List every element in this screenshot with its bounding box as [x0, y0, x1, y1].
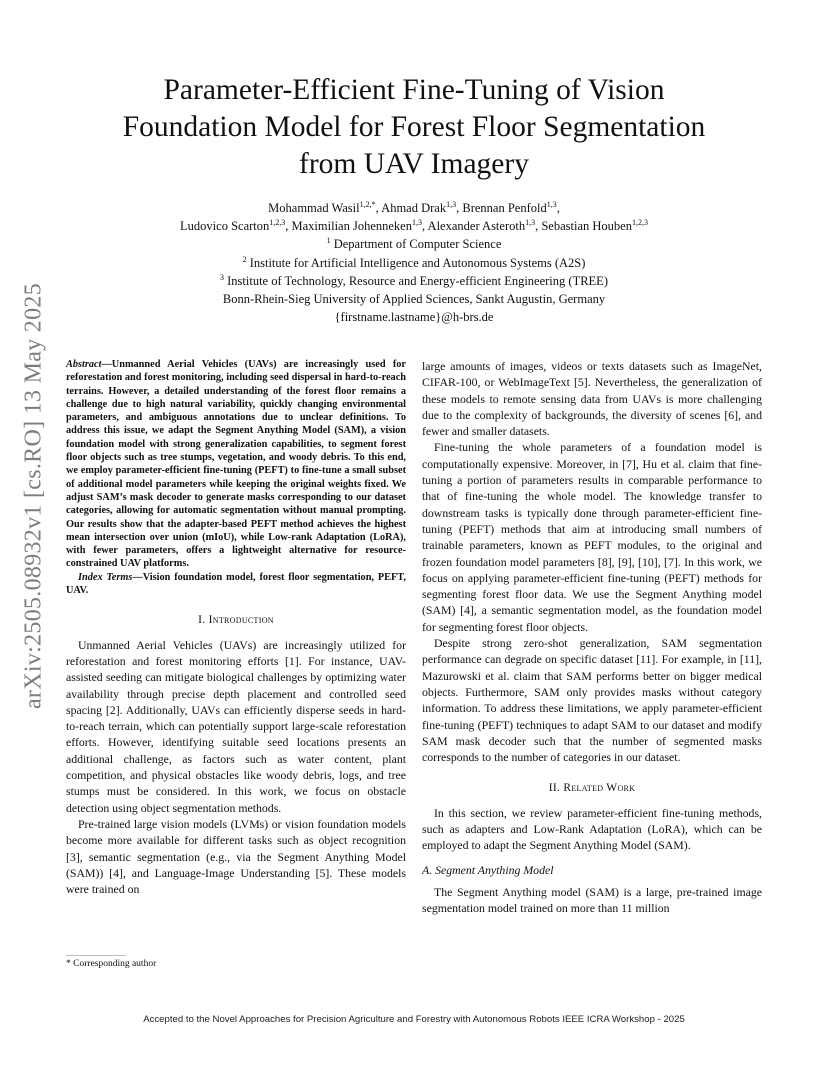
author-email: {firstname.lastname}@h-brs.de [334, 310, 494, 325]
author-separator: , [556, 201, 560, 215]
arxiv-identifier-stamp [14, 282, 54, 710]
author-name: , Maximilian Johenneken [285, 219, 412, 234]
index-terms [66, 571, 406, 598]
author-name: , Brennan Penfold [456, 201, 547, 215]
footnote-divider [66, 955, 126, 956]
affiliation-1 [60, 235, 768, 253]
paragraph: large amounts of images, videos or texts datasets such as ImageNet, CIFAR-100, or WebImageText [5]. Nevertheless, the generalization of these models to remote sensing data from UAVs is more challenging due to the complexity of backgrounds, the diversity of scenes [6], and fewer and smaller datasets. [422, 359, 762, 439]
paragraph: Fine-tuning the whole parameters of a foundation model is computationally expensive. Moreover, in [7], Hu et al. claim that fine-tuning a portion of parameters results in comparable performance to that of fine-tuning the whole model. The knowledge transfer to downstream tasks is typically done through parameter-efficient fine-tuning (PEFT) methods that aim at introducing small numbers of trainable parameters, known as PEFT modules, to the original and frozen foundation model parameters [8], [9], [10], [7]. In this work, we focus on applying parameter-efficient fine-tuning (PEFT) methods for segmenting forest floor data. We use the Segment Anything model (SAM) [4], a semantic segmentation model, as the foundation model for segmenting forest floor objects. [422, 440, 762, 634]
author-affiliation-marker: 1,2,3 [631, 218, 648, 228]
author-affiliation-marker: 1,3 [546, 199, 557, 209]
author-name: , Sebastian Houben [535, 219, 632, 234]
index-terms-label: Index Terms [78, 571, 133, 583]
subsection-heading: A. Segment Anything Model [422, 862, 554, 877]
university: Bonn-Rhein-Sieg University of Applied Sciences, Sankt Augustin, Germany [222, 292, 606, 307]
affiliation-number: 1 [326, 236, 331, 246]
paragraph: Pre-trained large vision models (LVMs) or vision foundation models become more available for different tasks such as object recognition [3], semantic segmentation (e.g., via the Segment Anything Model (SAM)) [4], and Language-Image Understanding [5]. These models were trained on [66, 816, 406, 897]
title-line: Parameter-Efficient Fine-Tuning of Vision [163, 74, 665, 106]
footnote: * Corresponding author [66, 959, 157, 969]
title-line: from UAV Imagery [299, 148, 529, 180]
title-line: Foundation Model for Forest Floor Segmentation [122, 111, 706, 143]
affiliation-text: Department of Computer Science [330, 237, 502, 252]
left-column [66, 358, 406, 897]
section-number: I. [198, 614, 209, 627]
section-title: Introduction [208, 614, 274, 627]
affiliation-3 [60, 272, 768, 290]
section-heading-related-work [422, 780, 762, 796]
page-footer: Accepted to the Novel Approaches for Precision Agriculture and Forestry with Autonomous Robots IEEE ICRA Workshop - 2025 [143, 1014, 685, 1025]
section-heading-introduction [66, 612, 406, 628]
index-terms-text: —Vision foundation model, forest floor segmentation, PEFT, UAV. [66, 571, 406, 597]
author-affiliation-marker: 1,2,* [359, 199, 376, 209]
author-line-2 [60, 217, 768, 235]
author-name: , Alexander Asteroth [421, 219, 526, 234]
paper-title [60, 72, 768, 183]
author-block [60, 199, 768, 326]
right-column [422, 358, 762, 917]
affiliation-number: 3 [220, 272, 225, 282]
author-name: Mohammad Wasil [268, 201, 360, 215]
abstract-text: —Unmanned Aerial Vehicles (UAVs) are increasingly used for reforestation and forest monitoring, including seed dispersal in hard-to-reach terrains. However, a detailed understanding of the forest floor remains a challenge due to high natural variability, quickly changing environmental parameters, and ambiguous annotations due to unclear definitions. To address this issue, we adapt the Segment Anything Model (SAM), a vision foundation model with strong generalization capabilities, to segment forest floor objects such as tree stumps, vegetation, and woody debris. To this end, we employ parameter-efficient fine-tuning (PEFT) to fine-tune a small subset of additional model parameters while keeping the original weights fixed. We adjust SAM’s mask decoder to generate masks corresponding to our dataset categories, allowing for automatic segmentation without manual prompting. Our results show that the adapter-based PEFT method achieves the highest mean intersection over union (mIoU), while Low-rank Adaptation (LoRA), with fewer parameters, offers a lightweight alternative for resource-constrained UAV platforms. [66, 359, 406, 570]
author-affiliation-marker: 1,3 [411, 218, 422, 228]
abstract [66, 358, 406, 571]
section-number: II. [548, 782, 564, 795]
abstract-label: Abstract [66, 359, 102, 370]
author-affiliation-marker: 1,3 [446, 199, 457, 209]
affiliation-text: Institute of Technology, Resource and Energy-efficient Engineering (TREE) [224, 273, 608, 288]
paragraph: In this section, we review parameter-efficient fine-tuning methods, such as adapters and Low-Rank Adaptation (LoRA), which can be employed to adapt the Segment Anything Model (SAM). [422, 805, 762, 853]
author-affiliation-marker: 1,3 [525, 218, 536, 228]
author-affiliation-marker: 1,2,3 [269, 218, 286, 228]
arxiv-identifier-text: arXiv:2505.08932v1 [cs.RO] 13 May 2025 [20, 282, 47, 710]
affiliation-text: Institute for Artificial Intelligence and Autonomous Systems (A2S) [246, 255, 586, 270]
author-line-1 [60, 199, 768, 217]
affiliation-number: 2 [242, 254, 247, 264]
author-name: Ludovico Scarton [180, 219, 270, 234]
paragraph: Despite strong zero-shot generalization, SAM segmentation performance can degrade on specific dataset [11]. For example, in [11], Mazurowski et al. claim that SAM performs better on bigger medical objects. Furthermore, SAM only provides masks without category information. To address these limitations, we apply parameter-efficient fine-tuning (PEFT) techniques to adapt SAM to our dataset and modify SAM mask decoder such that the number of segmented masks corresponds to the number of categories in our dataset. [422, 636, 762, 765]
author-name: , Ahmad Drak [375, 201, 447, 215]
paragraph: The Segment Anything model (SAM) is a large, pre-trained image segmentation model trained on more than 11 million [422, 884, 762, 916]
section-title: Related Work [563, 782, 636, 795]
affiliation-2 [60, 254, 768, 272]
paragraph: Unmanned Aerial Vehicles (UAVs) are increasingly utilized for reforestation and forest monitoring efforts [1]. For instance, UAV-assisted seeding can mitigate biological challenges by optimizing water availability through precise depth placement and controlled seed spacing [2]. Additionally, UAVs can efficiently disperse seeds in hard-to-reach terrain, which can potentially support large-scale reforestation efforts. However, identifying suitable seed locations presents an additional challenge, as factors such as water content, plant competition, and physical obstacles like woody debris, logs, and tree stumps must be considered. In this work, we focus on obstacle detection using object segmentation methods. [66, 637, 406, 815]
